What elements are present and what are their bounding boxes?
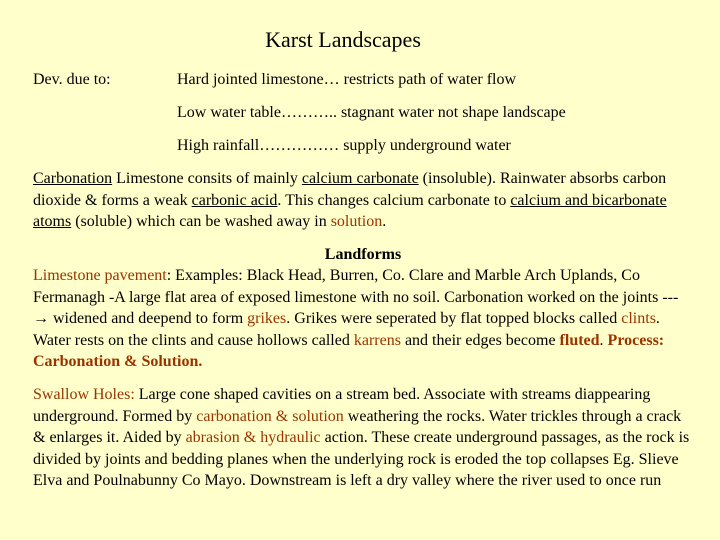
carbonic-acid-term: carbonic acid [191,191,278,209]
limestone-pavement-label: Limestone pavement [33,267,167,284]
swallow-text-1: Large cone shaped cavities on a stream bed. Associate with streams diappearing underground. Formed by [33,386,651,425]
karrens-term: karrens [353,331,401,349]
carbonation-solution-term: carbonation & solution [196,407,344,425]
pavement-text-4: . Water rests on the clints and cause hollows called [33,310,660,349]
limestone-pavement-paragraph [33,265,693,373]
bicarbonate-term: calcium and bicarbonate atoms [33,191,667,230]
grikes-term: grikes [247,310,287,327]
dev-label: Dev. due to: [33,71,111,88]
swallow-holes-label: Swallow Holes: [33,386,135,403]
abrasion-hydraulic-term: abrasion & hydraulic [185,429,321,446]
pavement-text-5: and their edges become [400,331,560,349]
swallow-holes-paragraph [33,384,693,492]
swallow-text-2: weathering the rocks. Water trickles through a crack & enlarges it. Aided by [33,407,682,446]
carbonation-text-3: . This changes calcium carbonate to [277,191,511,209]
clints-term: clints [621,310,656,327]
slide-title: Karst Landscapes [265,27,421,52]
pavement-text-2: widened and deepend to form [49,310,248,327]
pavement-text-6: . [599,331,608,349]
carbonation-text-4: (soluble) which can be washed away in [71,213,331,230]
solution-term: solution [330,213,383,230]
carbonation-heading: Carbonation [33,170,113,187]
dev-item-water-table: Low water table……….. stagnant water not shape landscape [177,104,566,121]
pavement-text-1: : Examples: Black Head, Burren, Co. Clare and Marble Arch Uplands, Co Fermanagh -A large flat area of exposed limestone with no soil. Carbonation worked on the joints --- [33,267,679,306]
fluted-term: fluted [559,331,600,349]
calcium-carbonate-term: calcium carbonate [301,170,419,187]
pavement-text-3: . Grikes were seperated by flat topped blocks called [286,310,622,327]
carbonation-text-5: . [382,213,387,230]
swallow-text-3: action. These create underground passages, as the rock is divided by joints and bedding planes when the underlying rock is eroded the top collapses Eg. Slieve Elva and Poulnabunny Co Mayo. Downstream is left a dry valley where the river used to once run [33,429,690,489]
process-term: Process: Carbonation & Solution. [33,331,665,370]
carbonation-paragraph [33,168,693,233]
landforms-heading: Landforms [324,246,402,263]
arrow-icon: → [33,310,49,327]
dev-item-rainfall: High rainfall…………… supply underground water [177,137,511,154]
dev-item-limestone: Hard jointed limestone… restricts path of water flow [177,71,517,88]
carbonation-text-2: (insoluble). Rainwater absorbs carbon dioxide & forms a weak [33,170,667,209]
carbonation-text-1: Limestone consits of mainly [112,170,302,187]
